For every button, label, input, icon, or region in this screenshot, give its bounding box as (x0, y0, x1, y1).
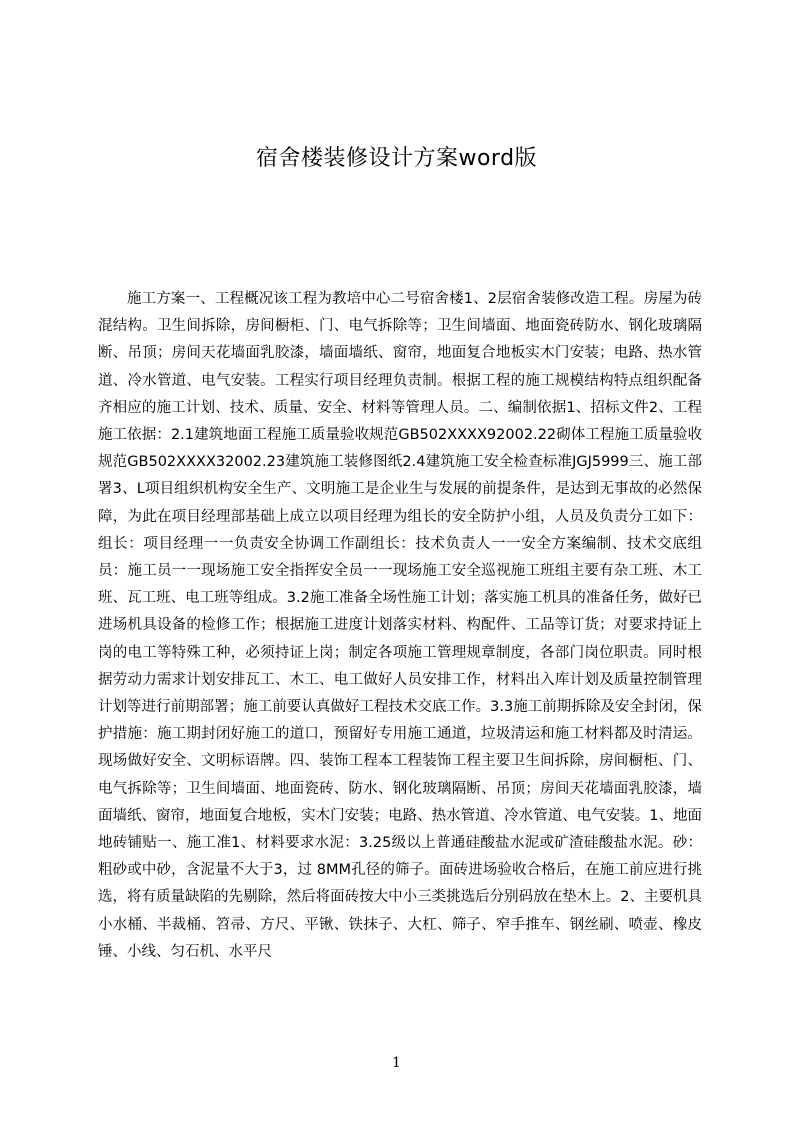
page-number: 1 (392, 1055, 401, 1071)
document-body-paragraph: 施工方案一、工程概况该工程为教培中心二号宿舍楼1、2层宿舍装修改造工程。房屋为砖混结构。卫生间拆除，房间橱柜、门、电气拆除等；卫生间墙面、地面瓷砖防水、钢化玻璃隔断、吊顶；房间天花墙面乳胶漆，墙面墙纸、窗帘，地面复合地板实木门安装；电路、热水管道、冷水管道、电气安装。工程实行项目经理负责制。根据工程的施工规模结构特点组织配备齐相应的施工计划、技术、质量、安全、材料等管理人员。二、编制依据1、招标文件2、工程施工依据：2.1建筑地面工程施工质量验收规范GB502XXXX92002.22砌体工程施工质量验收规范GB502XXXX32002.23建筑施工装修图纸2.4建筑施工安全检查标准JGJ5999三、施工部署3、L项目组织机构安全生产、文明施工是企业生与发展的前提条件，是达到无事故的必然保障，为此在项目经理部基础上成立以项目经理为组长的安全防护小组，人员及负责分工如下：组长：项目经理一一负责安全协调工作副组长：技术负责人一一安全方案编制、技术交底组员：施工员一一现场施工安全指挥安全员一一现场施工安全巡视施工班组主要有杂工班、木工班、瓦工班、电工班等组成。3.2施工准备全场性施工计划；落实施工机具的准备任务，做好已进场机具设备的检修工作；根据施工进度计划落实材料、构配件、工品等订货；对要求持证上岗的电工等特殊工种，必须持证上岗；制定各项施工管理规章制度，各部门岗位职责。同时根据劳动力需求计划安排瓦工、木工、电工做好人员安排工作，材料出入库计划及质量控制管理计划等进行前期部署；施工前要认真做好工程技术交底工作。3.3施工前期拆除及安全封闭，保护措施：施工期封闭好施工的道口，预留好专用施工通道，垃圾清运和施工材料都及时清运。现场做好安全、文明标语牌。四、装饰工程本工程装饰工程主要卫生间拆除，房间橱柜、门、电气拆除等；卫生间墙面、地面瓷砖、防水、钢化玻璃隔断、吊顶；房间天花墙面乳胶漆，墙面墙纸、窗帘，地面复合地板，实木门安装；电路、热水管道、冷水管道、电气安装。1、地面地砖铺贴一、施工准1、材料要求水泥：3.25级以上普通硅酸盐水泥或矿渣硅酸盐水泥。砂：粗砂或中砂，含泥量不大于3，过 8MM孔径的筛子。面砖进场验收合格后，在施工前应进行挑选，将有质量缺陷的先剔除，然后将面砖按大中小三类挑选后分别码放在垫木上。2、主要机具小水桶、半裁桶、笤帚、方尺、平锹、铁抹子、大杠、筛子、窄手推车、钢丝刷、喷壶、橡皮锤、小线、匀石机、水平尺 (98, 291, 702, 960)
document-title: 宿舍楼装修设计方案word版 (255, 146, 538, 171)
